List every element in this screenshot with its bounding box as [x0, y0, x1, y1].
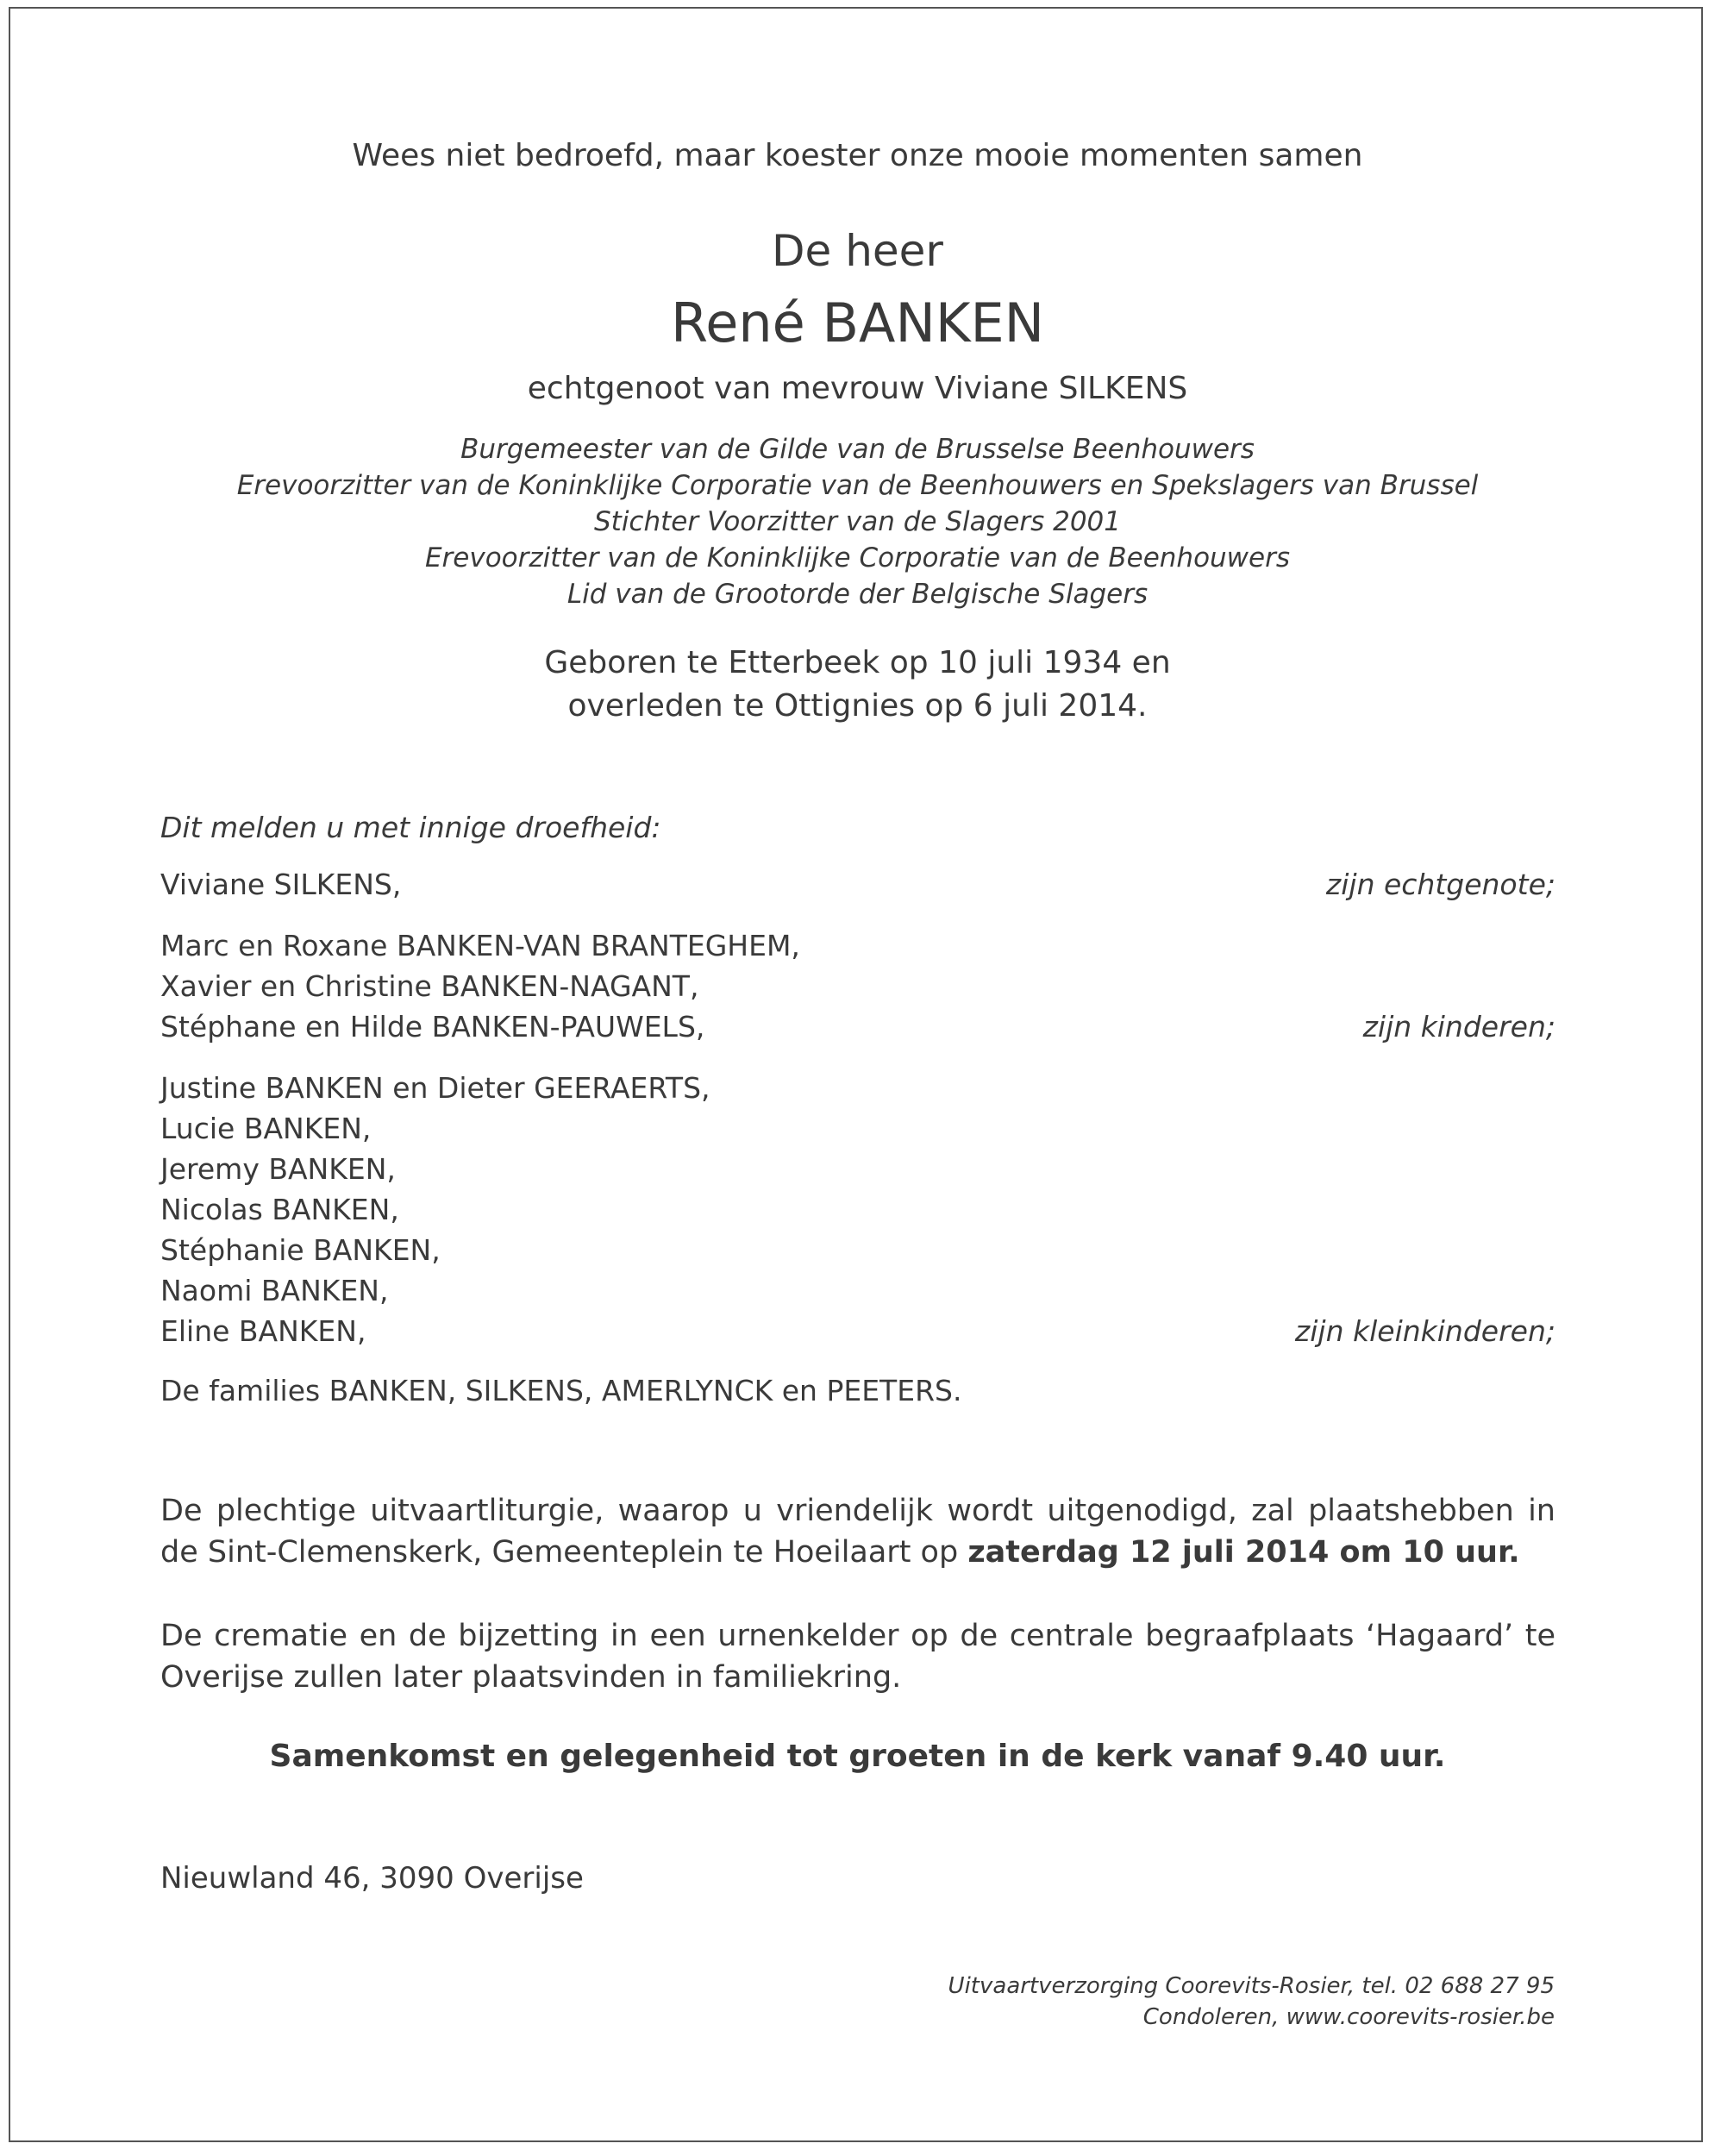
mourner-name: Nicolas BANKEN,	[160, 1193, 399, 1226]
mourners-grandchildren	[160, 1068, 1555, 1351]
mourner-name: Stéphanie BANKEN,	[160, 1233, 441, 1267]
life-dates	[0, 642, 1715, 728]
salutation: De heer	[772, 226, 943, 276]
relation-label: zijn kleinkinderen;	[1294, 1314, 1555, 1348]
mourner-name: Marc en Roxane BANKEN-VAN BRANTEGHEM,	[160, 929, 800, 962]
mourners-spouse	[160, 864, 1555, 905]
family-address: Nieuwland 46, 3090 Overijse	[160, 1861, 584, 1896]
title-line: Stichter Voorzitter van de Slagers 2001	[593, 506, 1122, 537]
deceased-name: René BANKEN	[670, 291, 1045, 354]
honorary-titles	[0, 431, 1715, 612]
families-line: De families BANKEN, SILKENS, AMERLYNCK en PEETERS.	[160, 1374, 962, 1407]
condolence-link: Condoleren, www.coorevits-rosier.be	[1142, 2004, 1555, 2030]
service-paragraph	[160, 1490, 1555, 1573]
death-line: overleden te Ottignies op 6 juli 2014.	[567, 688, 1148, 724]
service-text: De plechtige uitvaartliturgie, waarop u vriendelijk wordt uitgenodigd, zal plaatshebben in de Sint-Clemenskerk, Gemeenteplein te Hoeilaart op	[160, 1494, 1555, 1570]
spouse-line: echtgenoot van mevrouw Viviane SILKENS	[527, 371, 1188, 406]
title-line: Lid van de Grootorde der Belgische Slagers	[566, 579, 1149, 610]
title-line: Erevoorzitter van de Koninklijke Corporatie van de Beenhouwers en Spekslagers van Brussel	[236, 470, 1479, 501]
mourner-name: Eline BANKEN,	[160, 1314, 366, 1348]
mourner-name: Lucie BANKEN,	[160, 1112, 372, 1145]
relation-label: zijn echtgenote;	[1325, 868, 1555, 901]
motto: Wees niet bedroefd, maar koester onze mooie momenten samen	[352, 138, 1363, 173]
birth-line: Geboren te Etterbeek op 10 juli 1934 en	[544, 645, 1171, 680]
mourner-name: Xavier en Christine BANKEN-NAGANT,	[160, 969, 699, 1003]
mourner-name: Justine BANKEN en Dieter GEERAERTS,	[160, 1071, 710, 1105]
gathering-note: Samenkomst en gelegenheid tot groeten in de kerk vanaf 9.40 uur.	[269, 1739, 1446, 1774]
mourners-families	[160, 1370, 1555, 1411]
mourner-name: Naomi BANKEN,	[160, 1274, 389, 1307]
cremation-paragraph: De crematie en de bijzetting in een urnenkelder op de centrale begraafplaats ‘Hagaard’ te Overijse zullen later plaatsvinden in familiekring.	[160, 1619, 1555, 1695]
service-date: zaterdag 12 juli 2014 om 10 uur.	[967, 1535, 1520, 1570]
undertaker-info	[948, 1971, 1555, 2033]
mourners-children	[160, 925, 1555, 1047]
mourner-name: Viviane SILKENS,	[160, 868, 402, 901]
mourner-name: Jeremy BANKEN,	[160, 1152, 396, 1186]
relation-label: zijn kinderen;	[1362, 1010, 1555, 1044]
undertaker-contact: Uitvaartverzorging Coorevits-Rosier, tel. 02 688 27 95	[948, 1973, 1555, 1999]
title-line: Erevoorzitter van de Koninklijke Corporatie van de Beenhouwers	[424, 542, 1291, 573]
mourner-name: Stéphane en Hilde BANKEN-PAUWELS,	[160, 1010, 705, 1044]
title-line: Burgemeester van de Gilde van de Brusselse Beenhouwers	[460, 434, 1255, 465]
announcement-intro: Dit melden u met innige droefheid:	[160, 811, 661, 844]
